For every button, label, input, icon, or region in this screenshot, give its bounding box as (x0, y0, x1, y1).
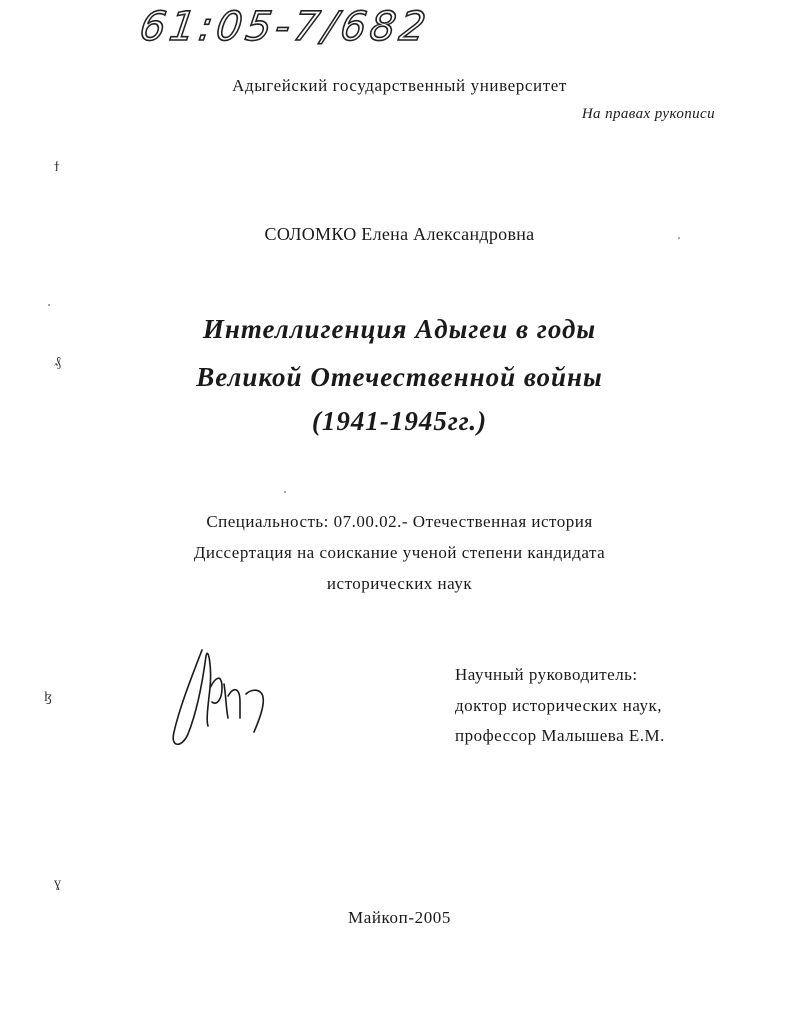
dissertation-title-line-1: Интеллигенция Адыгеи в годы (202, 314, 597, 344)
speck (284, 491, 286, 493)
dissertation-title-line-2: Великой Отечественной войны (196, 362, 603, 392)
advisor-name: профессор Малышева Е.М. (455, 726, 665, 745)
margin-mark: ₰ (54, 355, 61, 370)
signature-drawing (162, 636, 274, 752)
degree-field-line: исторических наук (326, 574, 473, 593)
speck (48, 304, 50, 306)
manuscript-rights: На правах рукописи (581, 106, 715, 122)
university-name: Адыгейский государственный университет (232, 76, 567, 95)
author-name: СОЛОМКО Елена Александровна (264, 224, 535, 244)
handwritten-code-drawing (140, 0, 500, 64)
dissertation-title-line-3: (1941-1945гг.) (311, 406, 488, 436)
specialty-line: Специальность: 07.00.02.- Отечественная история (206, 512, 593, 531)
advisor-label: Научный руководитель: (455, 665, 638, 684)
handwritten-archive-code (140, 0, 500, 64)
margin-mark: ɣ (54, 876, 61, 891)
advisor-degree: доктор исторических наук, (455, 696, 663, 715)
archive-code-text: 61:05-7/682 (140, 4, 433, 50)
margin-mark: ϯ (54, 160, 60, 175)
degree-line: Диссертация на соискание ученой степени кандидата (193, 543, 606, 562)
city-year: Майкоп-2005 (347, 908, 451, 927)
author-signature (162, 636, 274, 752)
margin-mark: ɮ (44, 690, 53, 705)
